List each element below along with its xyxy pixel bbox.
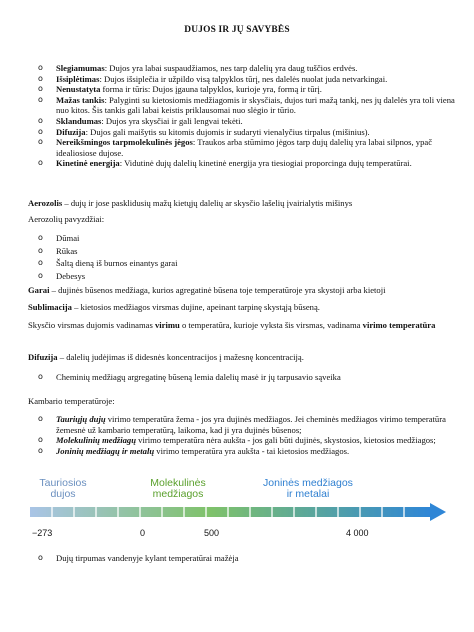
bullet-icon: o xyxy=(38,158,43,168)
scale-tick-label: 500 xyxy=(204,528,220,538)
bullet-icon: o xyxy=(38,126,43,136)
scale-label-ionic-metals: Joninės medžiagos ir metalai xyxy=(263,477,353,500)
list-item: o Sklandumas: Dujos yra skysčiai ir gali lengvai tekėti. xyxy=(38,115,243,126)
aerosol-definition: Aerozolis – dujų ir jose pasklidusių mažų kietųjų dalelių ar skysčio lašelių įvairialytis mišinys xyxy=(28,198,353,208)
list-item: o Slegiamumas: Dujos yra labai suspaudžiamos, nes tarp dalelių yra daug tuščios erdvės. xyxy=(38,63,358,73)
scale-tick-label: 0 xyxy=(140,528,146,538)
bullet-icon: o xyxy=(38,84,43,94)
list-item: o Mažas tankis: Palyginti su kietosiomis medžiagomis ir skysčiais, dujos turi mažą tankį, nes jų dalelės yra toli viena nuo kitos. Šis tankis gali labai keistis priklausomai nuo slėgio ir tūrio. xyxy=(38,94,455,116)
sublimation-definition: Sublimacija – kietosios medžiagos virsmas dujine, apeinant tarpinę skystąją būseną. xyxy=(28,302,320,312)
bullet-icon: o xyxy=(38,245,43,255)
list-item: o Difuzija: Dujos gali maišytis su kitomis dujomis ir sudaryti vienalyčius tirpalus (mišinius). xyxy=(38,126,370,137)
bullet-icon: o xyxy=(38,270,43,280)
properties-list xyxy=(36,63,456,169)
final-list xyxy=(36,553,456,564)
list-item: o Cheminių medžiagų argregatinę būseną lemia dalelių masė ir jų tarpusavio sąveika xyxy=(38,372,341,382)
scale-gradient-bar xyxy=(30,507,430,517)
list-item: o Nenustatyta forma ir tūris: Dujos įgauna talpyklos, kurioje yra, formą ir tūrį. xyxy=(38,84,322,95)
bullet-icon: o xyxy=(38,137,43,147)
bullet-icon: o xyxy=(38,115,43,125)
bullet-icon: o xyxy=(38,258,43,268)
bullet-icon: o xyxy=(38,63,43,72)
diffusion-list xyxy=(36,372,456,383)
list-item: o Rūkas xyxy=(38,245,78,256)
list-item: o Molekulinių medžiagų virimo temperatūra nėra aukšta - jos gali būti dujinės, skystosios, kietosios medžiagos; xyxy=(38,435,436,446)
aerosol-examples-heading: Aerozolių pavyzdžiai: xyxy=(28,214,105,224)
aerosol-examples-list xyxy=(36,233,456,281)
list-item: o Joninių medžiagų ir metalų virimo temperatūra yra aukšta - tai kietosios medžiagos. xyxy=(38,445,350,456)
bullet-icon: o xyxy=(38,94,43,104)
scale-tick-label: −273 xyxy=(32,528,53,538)
scale-arrowhead-icon xyxy=(430,503,446,521)
list-item: o Debesys xyxy=(38,270,86,281)
room-temp-heading: Kambario temperatūroje: xyxy=(28,396,115,406)
diffusion-definition: Difuzija – dalelių judėjimas iš didesnės koncentracijos į mažesnę koncentraciją. xyxy=(28,352,304,362)
temperature-scale xyxy=(28,476,448,536)
boiling-definition: Skysčio virsmas dujomis vadinamas virimu o temperatūra, kurioje vyksta šis virsmas, vadinama virimo temperatūra xyxy=(28,320,436,330)
page-title: DUJOS IR JŲ SAVYBĖS xyxy=(184,25,290,35)
list-item: o Dujų tirpumas vandenyje kylant temperatūrai mažėja xyxy=(38,553,239,563)
scale-tick-label: 4 000 xyxy=(346,528,369,538)
list-item: o Dūmai xyxy=(38,233,80,243)
list-item: o Nereikšmingos tarpmolekulinės jėgos: Traukos arba stūmimo jėgos tarp dujų dalelių yra labai silpnos, ypač idealiosiose dujose. xyxy=(38,137,433,158)
bullet-icon: o xyxy=(38,414,43,423)
bullet-icon: o xyxy=(38,445,43,455)
scale-bar xyxy=(28,476,448,536)
list-item: o Šaltą dieną iš burnos einantys garai xyxy=(38,258,178,269)
list-item: o Kinetinė energija: Vidutinė dujų dalelių kinetinė energija yra tiesiogiai proporcinga dujų temperatūrai. xyxy=(38,158,412,169)
bullet-icon: o xyxy=(38,73,43,83)
bullet-icon: o xyxy=(38,372,43,381)
scale-label-molecular: Molekulinės medžiagos xyxy=(150,477,206,500)
bullet-icon: o xyxy=(38,233,43,242)
room-temp-list xyxy=(36,414,456,456)
bullet-icon: o xyxy=(38,435,43,445)
vapor-definition: Garai – dujinės būsenos medžiaga, kurios agregatinė būsena toje temperatūroje yra skystoji arba kietoji xyxy=(28,285,386,295)
list-item: o Išsiplėtimas: Dujos išsiplečia ir užpildo visą talpyklos tūrį, nes dalelės nuolat juda netvarkingai. xyxy=(38,73,388,84)
scale-label-noble-gases: Tauriosios dujos xyxy=(39,477,87,500)
bullet-icon: o xyxy=(38,553,43,562)
list-item: o Tauriųjų dujų virimo temperatūra žema - jos yra dujinės medžiagos. Jei cheminės medžiagos virimo temperatūra žemesnė už kambario temperatūrą, laikoma, kad ji yra dujinės būsenos; xyxy=(38,414,446,435)
